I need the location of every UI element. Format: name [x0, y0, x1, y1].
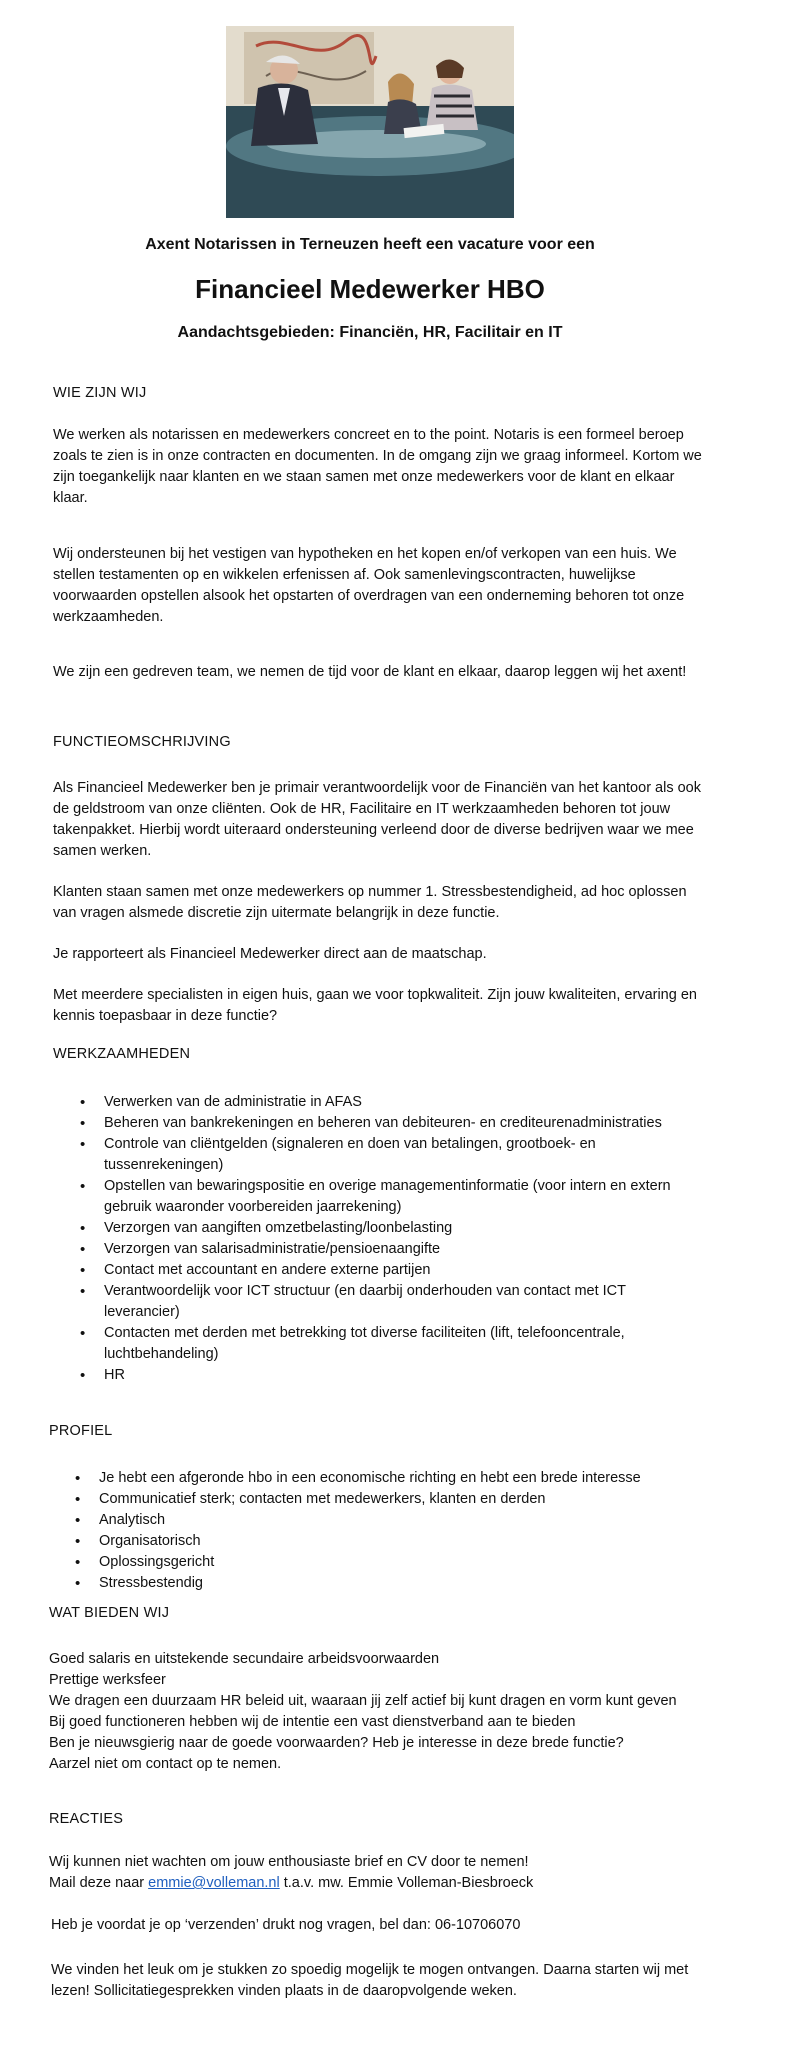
section-heading-werkzaamheden: WERKZAAMHEDEN: [53, 1046, 191, 1062]
paragraph: Je rapporteert als Financieel Medewerker direct aan de maatschap.: [53, 946, 487, 962]
paragraph: Wij ondersteunen bij het vestigen van hypotheken en het kopen en/of verkopen van een huis. We stellen testamenten op en wikkelen erfenissen af. Ook samenlevingscontracten, huwelijkse voorwaarden opstellen alsook het opstarten of overdragen van een onderneming behoren tot onze werkzaamheden.: [53, 546, 685, 625]
section-heading-functieomschrijving: FUNCTIEOMSCHRIJVING: [53, 734, 231, 750]
offer-line: Aarzel niet om contact op te nemen.: [49, 1756, 282, 1772]
intro-line: Axent Notarissen in Terneuzen heeft een vacature voor een: [145, 236, 595, 253]
list-item: • Verzorgen van salarisadministratie/pensioenaangifte: [104, 1239, 704, 1260]
list-item: • Stressbestendig: [99, 1573, 719, 1594]
list-item: • Verantwoordelijk voor ICT structuur (en daarbij onderhouden van contact met ICT leverancier): [104, 1281, 704, 1323]
offer-line: We dragen een duurzaam HR beleid uit, waaraan jij zelf actief bij kunt dragen en vorm kunt geven: [49, 1693, 677, 1709]
page-subtitle: Aandachtsgebieden: Financiën, HR, Facilitair en IT: [177, 324, 563, 341]
email-link[interactable]: emmie@volleman.nl: [148, 1875, 280, 1891]
mail-prefix: Mail deze naar: [49, 1875, 149, 1891]
list-item: • Verwerken van de administratie in AFAS: [104, 1092, 704, 1113]
paragraph: We werken als notarissen en medewerkers concreet en to the point. Notaris is een formeel beroep zoals te zien is in onze contracten en documenten. In de omgang zijn we graag informeel. Kortom we zijn toegankelijk naar klanten en we staan samen met onze medewerkers voor de klant en elkaar klaar.: [53, 427, 702, 506]
section-heading-wat-bieden-wij: WAT BIEDEN WIJ: [49, 1605, 170, 1621]
list-item: • Communicatief sterk; contacten met medewerkers, klanten en derden: [99, 1489, 719, 1510]
reaction-lines: [49, 1852, 689, 1894]
mail-line: [49, 1873, 689, 1894]
offer-line: Prettige werksfeer: [49, 1672, 166, 1688]
paragraph: Als Financieel Medewerker ben je primair verantwoordelijk voor de Financiën van het kantoor als ook de geldstroom van onze cliënten. Ook de HR, Facilitaire en IT werkzaamheden behoren tot jouw takenpakket. Hierbij wordt uiteraard ondersteuning verleend door de diverse bedrijven waar we mee samen werken.: [53, 780, 701, 859]
phone-line: Heb je voordat je op ‘verzenden’ drukt nog vragen, bel dan: 06-10706070: [51, 1917, 521, 1933]
list-item: • HR: [104, 1365, 704, 1386]
offer-line: Bij goed functioneren hebben wij de intentie een vast dienstverband aan te bieden: [49, 1714, 576, 1730]
offer-line: Goed salaris en uitstekende secundaire arbeidsvoorwaarden: [49, 1651, 440, 1667]
list-item: • Opstellen van bewaringspositie en overige managementinformatie (voor intern en extern gebruik waaronder voorbereiden jaarrekening): [104, 1176, 704, 1218]
paragraph: Klanten staan samen met onze medewerkers op nummer 1. Stressbestendigheid, ad hoc oplossen van vragen alsmede discretie zijn uitermate belangrijk in deze functie.: [53, 884, 687, 921]
closing-paragraph: We vinden het leuk om je stukken zo spoedig mogelijk te mogen ontvangen. Daarna starten wij met lezen! Sollicitatiegesprekken vinden plaats in de daaropvolgende weken.: [51, 1962, 689, 1999]
list-item: • Contact met accountant en andere externe partijen: [104, 1260, 704, 1281]
list-item: • Contacten met derden met betrekking tot diverse faciliteiten (lift, telefooncentrale, luchtbehandeling): [104, 1323, 704, 1365]
list-item: • Je hebt een afgeronde hbo in een economische richting en hebt een brede interesse: [99, 1468, 719, 1489]
page-title: Financieel Medewerker HBO: [195, 274, 545, 304]
reaction-line: Wij kunnen niet wachten om jouw enthousiaste brief en CV door te nemen!: [49, 1854, 529, 1870]
list-item: • Analytisch: [99, 1510, 719, 1531]
list-item: • Verzorgen van aangiften omzetbelasting/loonbelasting: [104, 1218, 704, 1239]
list-item: • Oplossingsgericht: [99, 1552, 719, 1573]
section-heading-wie-zijn-wij: WIE ZIJN WIJ: [53, 385, 147, 401]
section-heading-reacties: REACTIES: [49, 1811, 124, 1827]
list-item: • Controle van cliëntgelden (signaleren en doen van betalingen, grootboek- en tussenrekeningen): [104, 1134, 704, 1176]
mail-suffix: t.a.v. mw. Emmie Volleman-Biesbroeck: [279, 1875, 534, 1891]
section-heading-profiel: PROFIEL: [49, 1423, 113, 1439]
paragraph: We zijn een gedreven team, we nemen de tijd voor de klant en elkaar, daarop leggen wij het axent!: [53, 664, 687, 680]
paragraph: Met meerdere specialisten in eigen huis, gaan we voor topkwaliteit. Zijn jouw kwaliteiten, ervaring en kennis toepasbaar in deze functie?: [53, 987, 697, 1024]
list-item: • Organisatorisch: [99, 1531, 719, 1552]
offer-line: Ben je nieuwsgierig naar de goede voorwaarden? Heb je interesse in deze brede functie?: [49, 1735, 624, 1751]
list-item: • Beheren van bankrekeningen en beheren van debiteuren- en crediteurenadministraties: [104, 1113, 704, 1134]
profile-list: [99, 1468, 719, 1594]
office-meeting-photo: [226, 26, 514, 218]
task-list: [104, 1092, 704, 1386]
offer-lines: [49, 1649, 689, 1775]
